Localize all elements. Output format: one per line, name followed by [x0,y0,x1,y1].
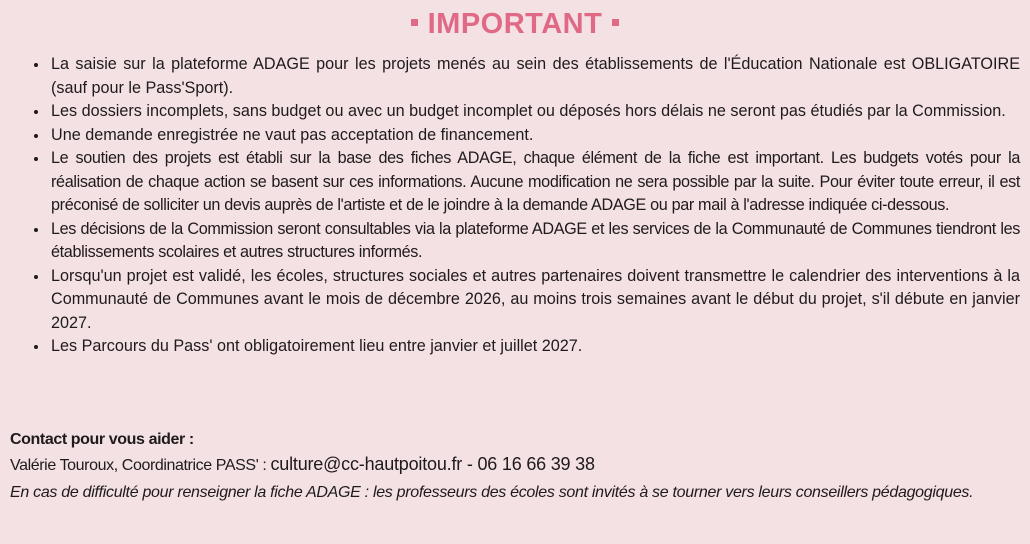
list-item [32,265,1020,336]
important-heading [0,4,1030,44]
square-bullet-icon [612,19,619,26]
bullet-icon [34,110,38,114]
contact-title: Contact pour vous aider : [10,431,194,448]
contact-phone: 06 16 66 39 38 [477,454,595,474]
contact-line [10,452,1020,478]
list-item-text: Les Parcours du Pass' ont obligatoirement lieu entre janvier et juillet 2027. [51,337,583,355]
bullet-icon [34,275,38,279]
bullet-icon [34,228,38,232]
contact-separator: - [462,454,478,474]
heading-text: IMPORTANT [427,8,603,40]
list-item [32,218,1020,265]
list-item [32,124,1020,148]
important-list [32,53,1020,359]
list-item [32,335,1020,359]
list-item-text: Les dossiers incomplets, sans budget ou avec un budget incomplet ou déposés hors délais ne seront pas étudiés par la Commission. [51,102,1006,120]
bullet-icon [34,134,38,138]
bullet-icon [34,157,38,161]
bullet-icon [34,63,38,67]
list-item-text: Les décisions de la Commission seront consultables via la plateforme ADAGE et les services de la Communauté de Communes tiendront les établissements scolaires et autres structures informés. [51,219,1020,261]
contact-section [10,428,1020,504]
list-item-text: Lorsqu'un projet est validé, les écoles, structures sociales et autres partenaires doivent transmettre le calendrier des interventions à la Communauté de Communes avant le mois de décembre 2026, au moins trois semaines avant le début du projet, s'il débute en janvier 2027. [51,266,1020,332]
contact-person: Valérie Touroux, Coordinatrice PASS' : [10,457,271,474]
help-note: En cas de difficulté pour renseigner la fiche ADAGE : les professeurs des écoles sont invités à se tourner vers leurs conseillers pédagogiques. [10,484,974,501]
list-item [32,53,1020,100]
contact-email[interactable]: culture@cc-hautpoitou.fr [270,454,463,474]
bullet-icon [34,345,38,349]
list-item [32,147,1020,218]
list-item-text: La saisie sur la plateforme ADAGE pour les projets menés au sein des établissements de l'Éducation Nationale est OBLIGATOIRE (sauf pour le Pass'Sport). [51,55,1020,97]
list-item [32,100,1020,124]
list-item-text: Le soutien des projets est établi sur la base des fiches ADAGE, chaque élément de la fiche est important. Les budgets votés pour la réalisation de chaque action se basent sur ces informations. Aucune modification ne sera possible par la suite. Pour éviter toute erreur, il est préconisé de solliciter un devis auprès de l'artiste et de le joindre à la demande ADAGE ou par mail à l'adresse indiquée ci-dessous. [51,149,1020,214]
list-item-text: Une demande enregistrée ne vaut pas acceptation de financement. [51,125,534,144]
square-bullet-icon [411,19,418,26]
